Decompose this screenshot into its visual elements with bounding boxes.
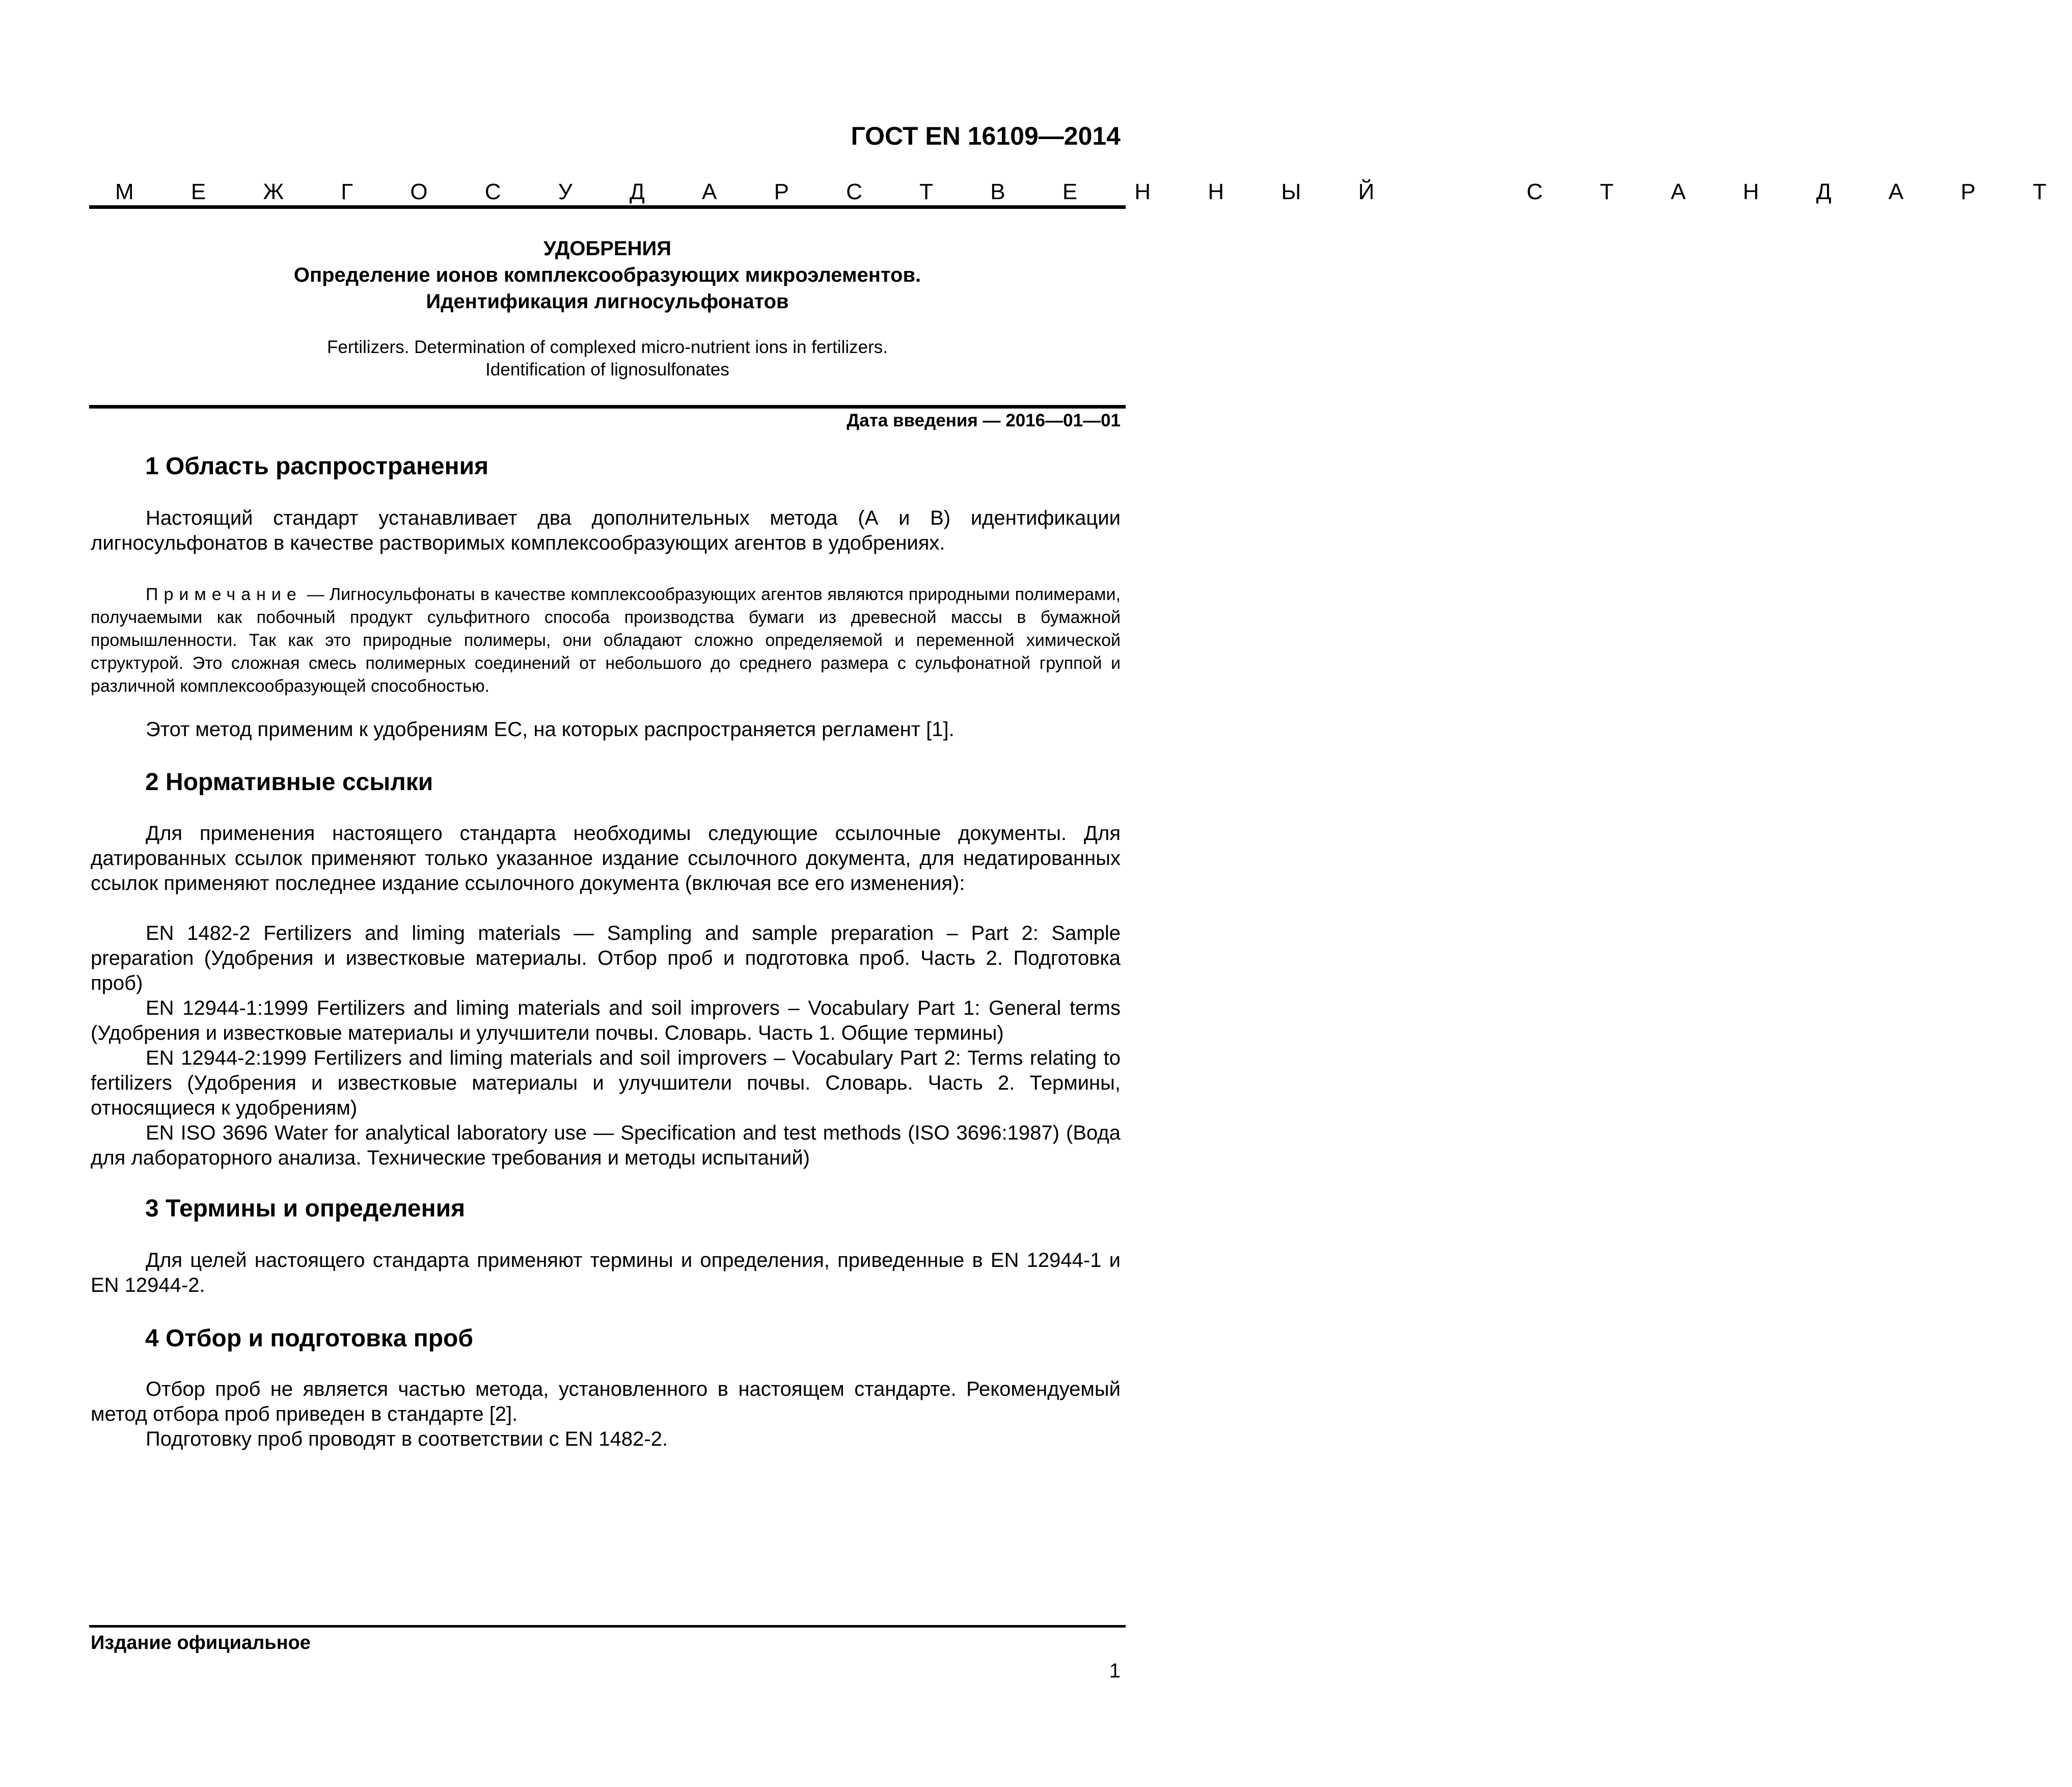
reference-en-1482-2: EN 1482-2 Fertilizers and liming materials — Sampling and sample preparation – Part 2: Sample preparation (Удобрения и известковые материалы. Отбор проб и подготовка проб. Часть 2. Подготовка проб) [91,922,1121,994]
reference-en-12944-2: EN 12944-2:1999 Fertilizers and liming materials and soil improvers – Vocabulary Part 2: Terms relating to fertilizers (Удобрения и известковые материалы и улучшители почвы. Словарь. Часть 2. Термины, относящиеся к удобрениям) [91,1047,1121,1119]
section-1-paragraph-2: Этот метод применим к удобрениям ЕС, на которых распространяется регламент [1]. [146,718,955,741]
note-label: Примечание [146,585,302,604]
interstate-standard-label: М Е Ж Г О С У Д А Р С Т В Е Н Н Ы Й С Т А Н Д А Р Т [115,179,2072,204]
title-divider [89,405,1126,409]
english-title-line-1: Fertilizers. Determination of complexed micro-nutrient ions in fertilizers. [327,337,888,357]
header-divider [89,205,1126,209]
english-title-line-2: Identification of lignosulfonates [485,360,729,380]
english-title [89,336,1126,381]
section-2-heading: 2 Нормативные ссылки [145,769,433,796]
section-4-paragraph-2: Подготовку проб проводят в соответствии с EN 1482-2. [146,1428,668,1450]
document-title [89,235,1126,315]
gost-number: ГОСТ EN 16109—2014 [851,122,1121,150]
section-1-note [91,583,1121,698]
title-line-2: Определение ионов комплексообразующих микроэлементов. [293,264,921,286]
footer-divider [89,1625,1126,1628]
official-edition-label: Издание официальное [91,1632,311,1654]
section-4-heading: 4 Отбор и подготовка проб [145,1325,474,1352]
section-4-paragraph-1: Отбор проб не является частью метода, установленного в настоящем стандарте. Рекомендуемый метод отбора проб приведен в стандарте [2]. [91,1378,1121,1425]
reference-en-12944-1: EN 12944-1:1999 Fertilizers and liming materials and soil improvers – Vocabulary Part 1: General terms (Удобрения и известковые материалы и улучшители почвы. Словарь. Часть 1. Общие термины) [91,997,1121,1044]
page-number: 1 [1109,1660,1121,1682]
section-1-paragraph-1: Настоящий стандарт устанавливает два дополнительных метода (А и В) идентификации лигносульфонатов в качестве растворимых комплексообразующих агентов в удобрениях. [91,507,1121,554]
section-3-paragraph-1: Для целей настоящего стандарта применяют термины и определения, приведенные в EN 12944-1 и EN 12944-2. [91,1249,1121,1296]
section-1-heading: 1 Область распространения [145,453,489,480]
reference-en-iso-3696: EN ISO 3696 Water for analytical laboratory use — Specification and test methods (ISO 3696:1987) (Вода для лабораторного анализа. Технические требования и методы испытаний) [91,1122,1121,1169]
title-line-1: УДОБРЕНИЯ [543,237,671,260]
section-3-heading: 3 Термины и определения [145,1195,466,1222]
section-2-paragraph-1: Для применения настоящего стандарта необходимы следующие ссылочные документы. Для датированных ссылок применяют только указанное издание ссылочного документа, для недатированных ссылок применяют последнее издание ссылочного документа (включая все его изменения): [91,822,1121,895]
note-text: — Лигносульфонаты в качестве комплексообразующих агентов являются природными полимерами, получаемыми как побочный продукт сульфитного способа производства бумаги из древесной массы в бумажной промышленности. Так как это природные полимеры, они обладают сложно определяемой и переменной химической структурой. Это сложная смесь полимерных соединений от небольшого до среднего размера с сульфонатной группой и различной комплексообразующей способностью. [91,585,1121,696]
introduction-date: Дата введения — 2016—01—01 [847,411,1121,430]
title-line-3: Идентификация лигносульфонатов [426,290,789,313]
